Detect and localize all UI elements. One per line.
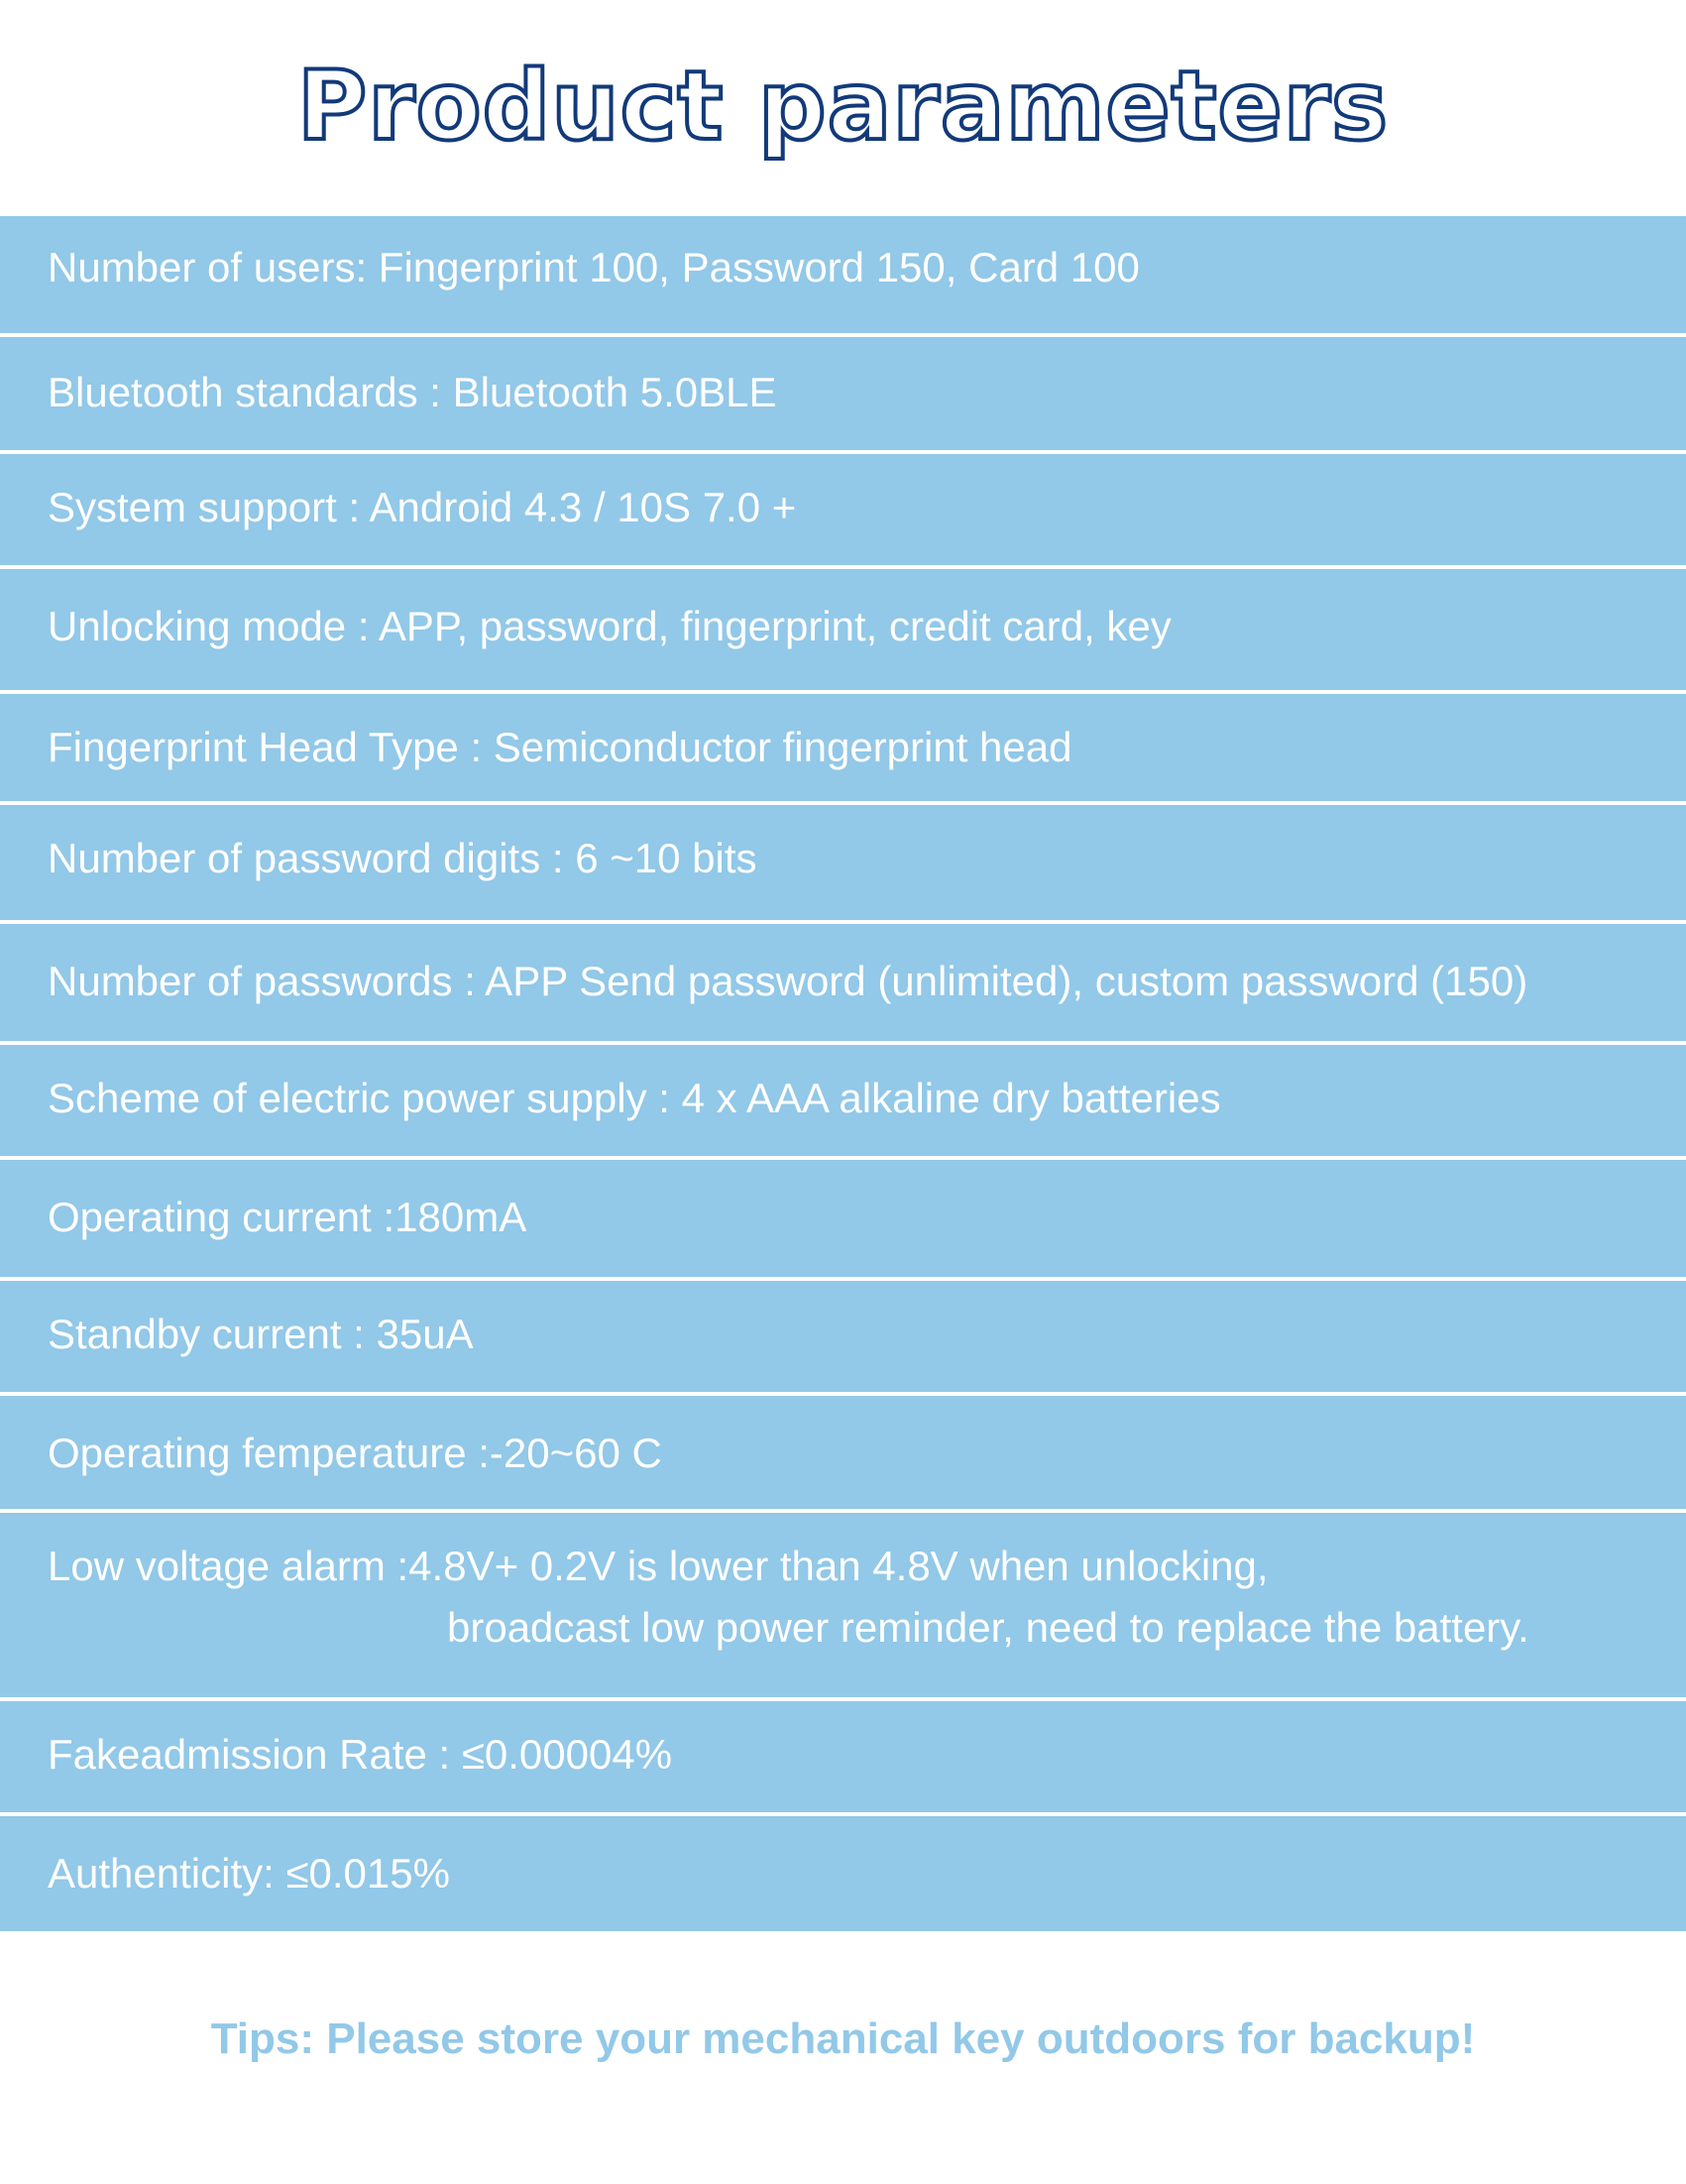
param-row-label: System support : Android 4.3 / 10S 7.0 +: [48, 484, 797, 530]
param-row-low-voltage-alarm: [0, 1513, 1686, 1697]
param-row-unlocking-mode: [0, 569, 1686, 690]
param-row-label: Fingerprint Head Type : Semiconductor fingerprint head: [48, 724, 1072, 770]
param-row-password-digits: [0, 805, 1686, 920]
param-row-label: Number of password digits : 6 ~10 bits: [48, 835, 757, 881]
param-row-users: [0, 216, 1686, 333]
param-row-label: Operating femperature :-20~60 C: [48, 1430, 662, 1476]
param-row-authenticity: [0, 1816, 1686, 1931]
param-row-label: Number of passwords : APP Send password (unlimited), custom password (150): [48, 958, 1528, 1004]
param-row-operating-current: [0, 1160, 1686, 1277]
param-row-fake-admission-rate: [0, 1701, 1686, 1812]
param-row-label: Standby current : 35uA: [48, 1311, 474, 1357]
param-row-label: Number of users: Fingerprint 100, Password 150, Card 100: [48, 244, 1140, 290]
param-row-label: Low voltage alarm :4.8V+ 0.2V is lower than 4.8V when unlocking,: [48, 1543, 1269, 1589]
tips-text: Tips: Please store your mechanical key outdoors for backup!: [210, 2014, 1476, 2063]
param-row-operating-temperature: [0, 1396, 1686, 1509]
param-row-label: Bluetooth standards : Bluetooth 5.0BLE: [48, 369, 777, 415]
param-row-label: Authenticity: ≤0.015%: [48, 1850, 450, 1897]
param-row-number-of-passwords: [0, 924, 1686, 1041]
page-title: Product parameters: [296, 51, 1390, 162]
param-row-label: Fakeadmission Rate : ≤0.00004%: [48, 1731, 673, 1778]
param-row-label: Unlocking mode : APP, password, fingerprint, credit card, key: [48, 603, 1172, 649]
param-row-system-support: [0, 454, 1686, 565]
param-row-power-supply: [0, 1045, 1686, 1156]
param-row-label: Operating current :180mA: [48, 1194, 527, 1240]
param-row-fingerprint-head: [0, 694, 1686, 801]
param-row-label-continuation: broadcast low power reminder, need to replace the battery.: [447, 1604, 1529, 1651]
param-row-bluetooth: [0, 337, 1686, 450]
param-row-standby-current: [0, 1281, 1686, 1392]
param-row-label: Scheme of electric power supply : 4 x AAA alkaline dry batteries: [48, 1075, 1221, 1121]
